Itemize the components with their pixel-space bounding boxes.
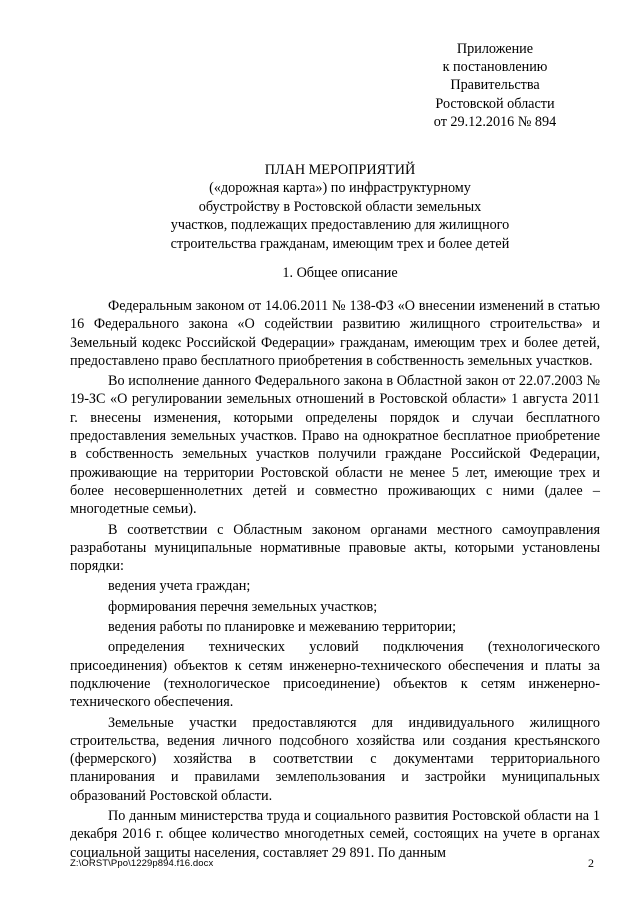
title-line: строительства гражданам, имеющим трех и более детей: [170, 235, 510, 252]
title-line: («дорожная карта») по инфраструктурному: [209, 180, 471, 197]
section-heading: 1. Общее описание: [282, 265, 398, 281]
appendix-line: Приложение: [456, 41, 534, 57]
footer-file-path: Z:\ORST\Ppo\1229p894.f16.docx: [70, 858, 214, 869]
title-line: обустройству в Ростовской области земельных: [198, 198, 482, 215]
paragraph: В соответствии с Областным законом органами местного самоуправления разработаны муниципальные нормативные правовые акты, которыми установлены порядки:: [70, 521, 600, 575]
appendix-line: Правительства: [450, 77, 540, 94]
paragraph: По данным министерства труда и социального развития Ростовской области на 1 декабря 2016 г. общее количество многодетных семей, состоящих на учете в органах социальной защиты населения, составляет 29 891. По данным: [70, 808, 600, 861]
title-line: ПЛАН МЕРОПРИЯТИЙ: [264, 162, 416, 178]
list-item: формирования перечня земельных участков;: [108, 598, 378, 615]
page-number: 2: [588, 856, 594, 870]
list-item: ведения учета граждан;: [108, 578, 251, 595]
list-item: ведения работы по планировке и межеванию территории;: [108, 619, 457, 636]
document-body: [70, 297, 600, 864]
appendix-line: Ростовской области: [435, 95, 555, 112]
paragraph: Земельные участки предоставляются для индивидуального жилищного строительства, ведения личного подсобного хозяйства или создания крестьянского (фермерского) хозяйства в соответствии с документами территориального планирования и правилами землепользования и застройки муниципальных образований Ростовской области.: [70, 714, 600, 804]
appendix-line: к постановлению: [442, 59, 548, 76]
paragraph: Во исполнение данного Федерального закона в Областной закон от 22.07.2003 № 19-ЗС «О регулировании земельных отношений в Ростовской области» 1 августа 2011 г. внесены изменения, которыми определены порядок и случаи бесплатного предоставления земельных участков. Право на однократное бесплатное приобретение в собственность земельных участков получили граждане Российской Федерации, проживающие на территории Ростовской области не менее 5 лет, имеющие трех и более несовершеннолетних детей и совместно проживающих с ними (далее – многодетные семьи).: [70, 373, 600, 518]
paragraph: Федеральным законом от 14.06.2011 № 138-ФЗ «О внесении изменений в статью 16 Федерального закона «О содействии развитию жилищного строительства» и Земельный кодекс Российской Федерации» гражданам, имеющим трех и более детей, предоставлено право бесплатного приобретения в собственность земельных участков.: [70, 298, 600, 369]
appendix-block: [420, 40, 570, 131]
title-line: участков, подлежащих предоставлению для жилищного: [170, 217, 510, 234]
list-item: определения технических условий подключения (технологического присоединения) объектов к сетям инженерно-технического обеспечения и платы за подключение (технологическое присоединение) объектов к сетям инженерно-технического обеспечения.: [70, 639, 600, 711]
document-title: [95, 161, 585, 253]
appendix-line: от 29.12.2016 № 894: [433, 113, 557, 130]
